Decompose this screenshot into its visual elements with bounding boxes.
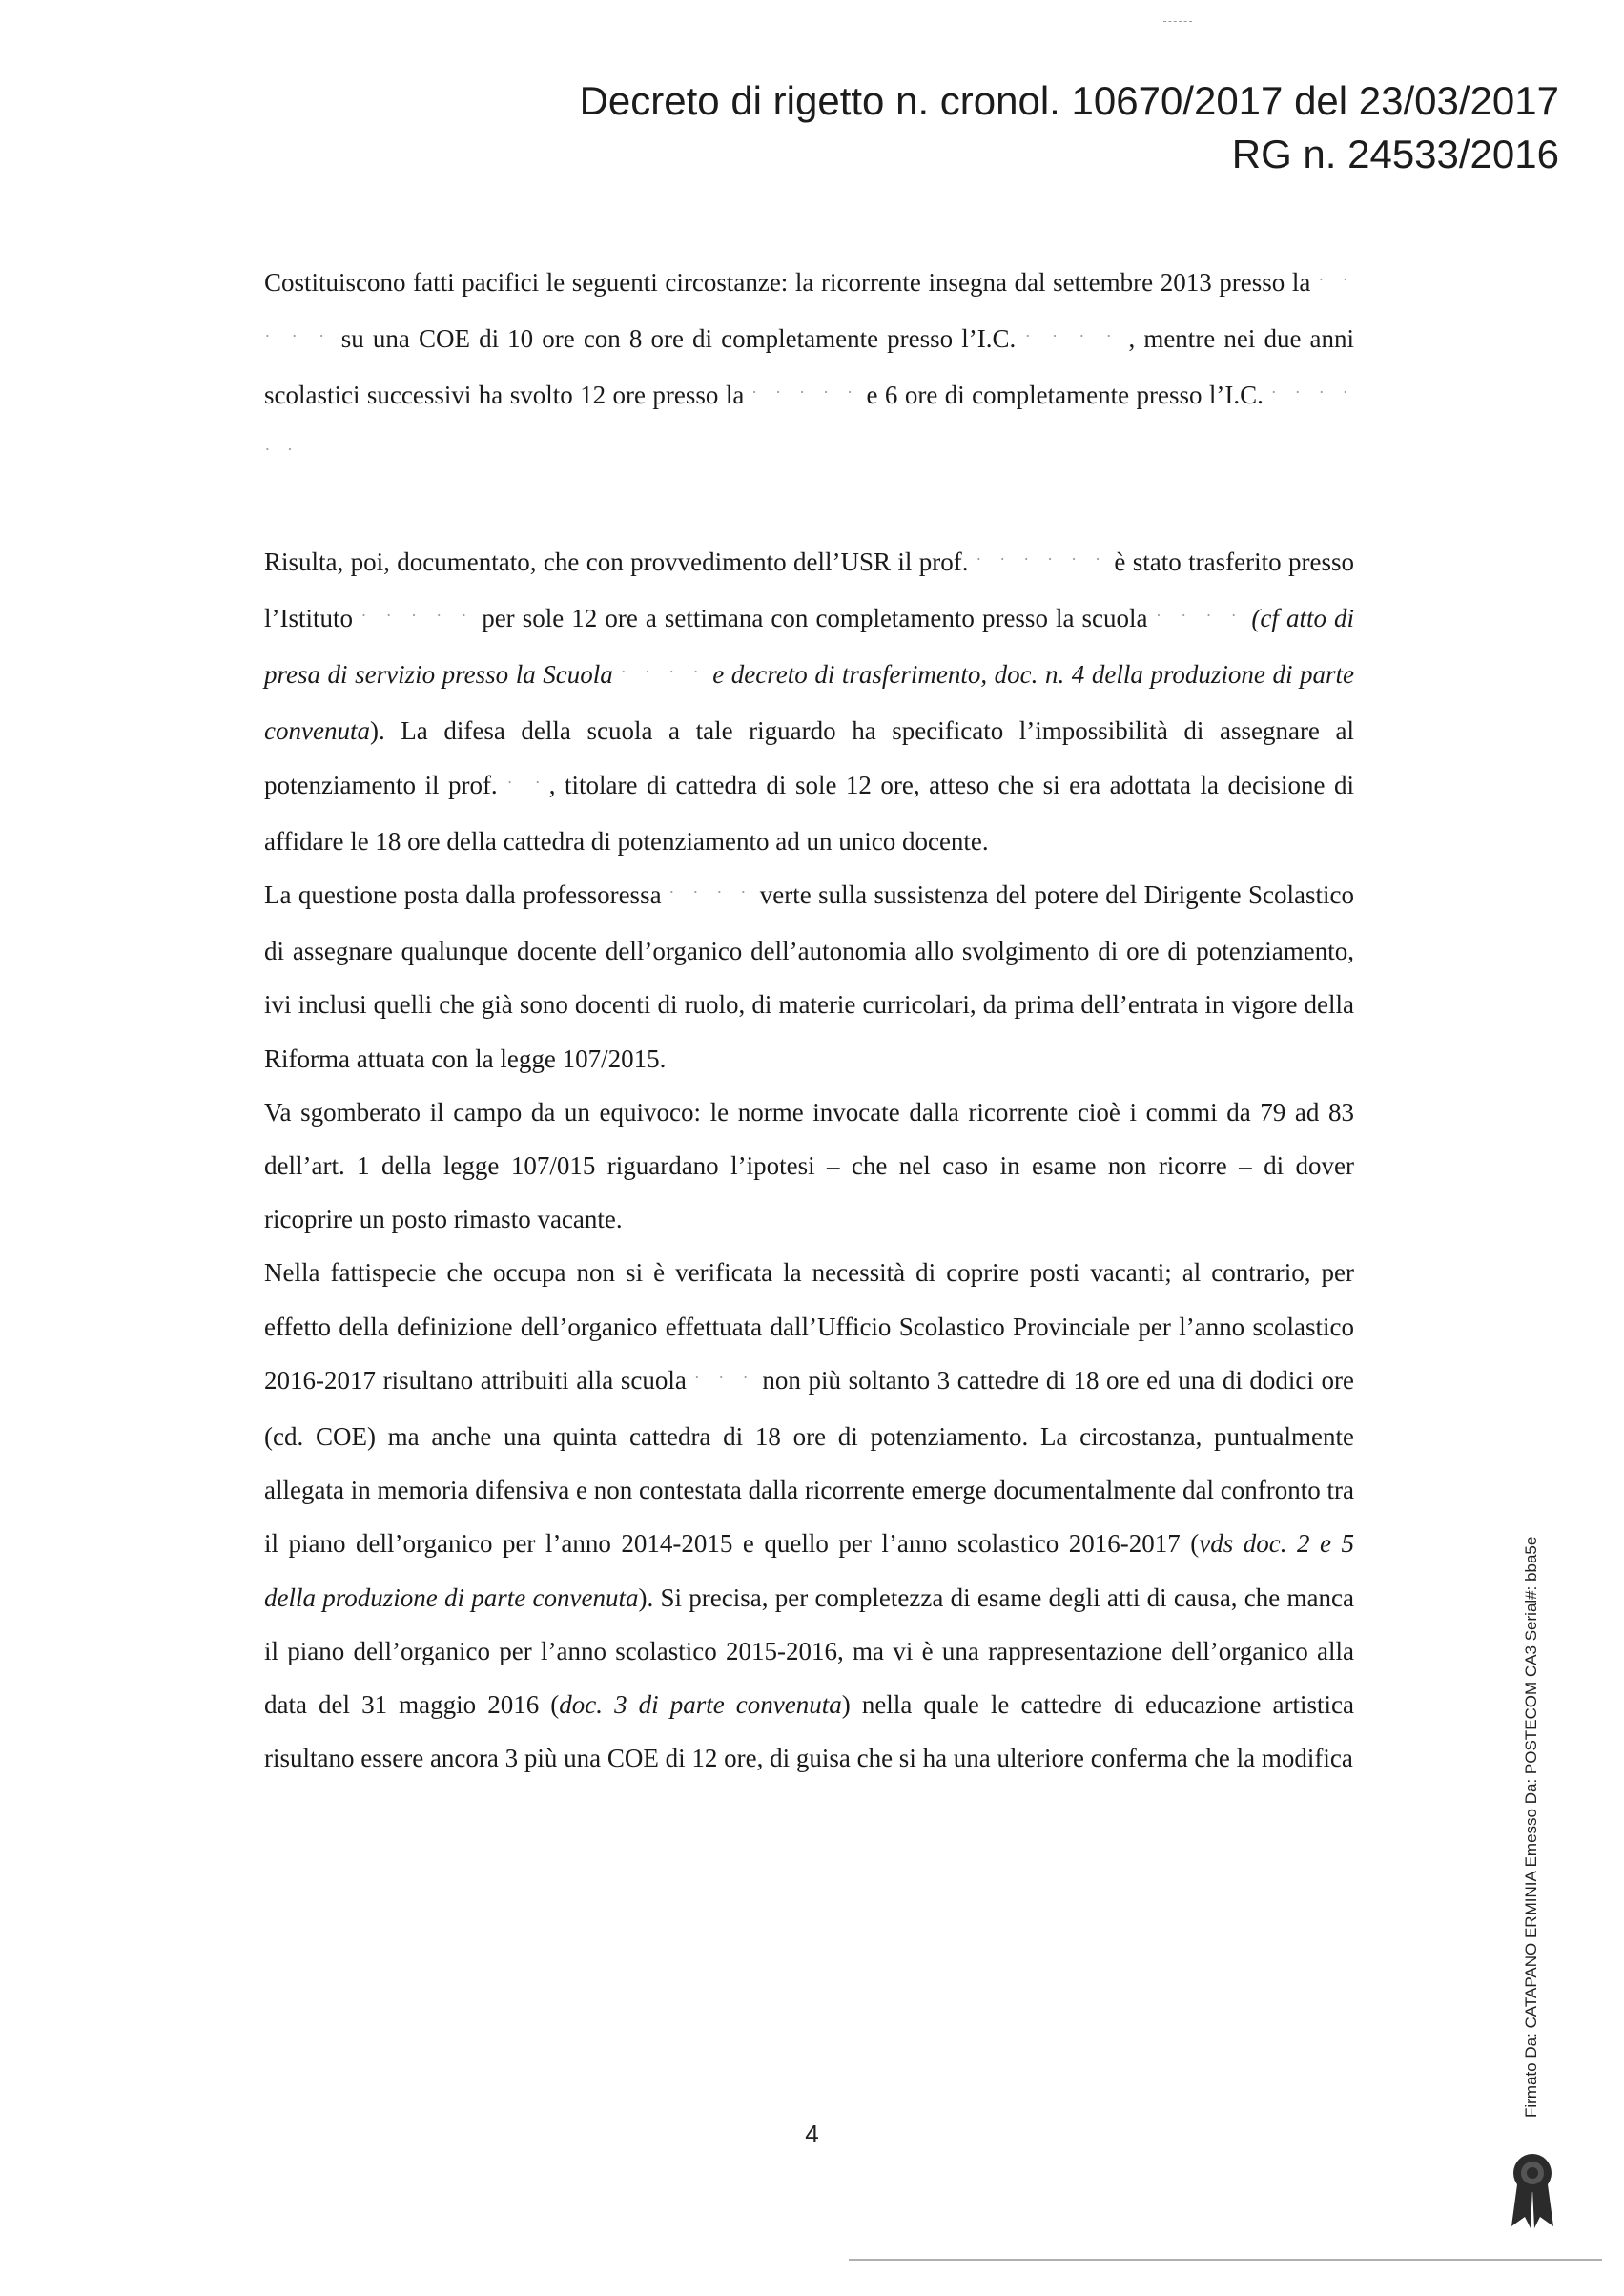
redacted-text: ˙ ˙ ˙ ˙ ˙ [750, 387, 860, 409]
text-segment: Nella fattispecie che occupa non si è verificata la necessità di coprire posti vacanti; al contrario, per effetto della definizione dell’organico effettuata dall’Ufficio Scolastico Provinciale per l’anno scolastico 2016-2017 risultano attribuiti alla scuola [264, 1258, 1354, 1395]
text-segment: Costituiscono fatti pacifici le seguenti circostanze: la ricorrente insegna dal settembre 2013 presso la [264, 268, 1311, 297]
text-segment-italic: doc. 3 di parte convenuta [559, 1690, 842, 1720]
text-segment: è stato trasferito presso l’Istituto [264, 547, 1355, 633]
redacted-text: ˙ ˙ ˙ ˙ [668, 887, 753, 909]
redacted-text: ˙ ˙ ˙ [693, 1372, 755, 1394]
text-segment: Risulta, poi, documentato, che con provvedimento dell’USR il prof. [264, 547, 969, 576]
redacted-text: ˙ ˙ ˙ ˙ ˙ [360, 610, 475, 632]
text-segment: La questione posta dalla professoressa [264, 880, 662, 910]
redacted-text: ˙ ˙ ˙ ˙ [620, 667, 706, 689]
text-segment: ). La difesa della scuola a tale riguardo ha specificato l’impossibilità di assegnare al potenziamento il prof. [264, 716, 1354, 799]
text-segment: su una COE di 10 ore con 8 ore di completamente presso l’I.C. [340, 324, 1017, 354]
divider [849, 2259, 1602, 2261]
text-segment: ) nella quale le cattedre di educazione artistica risultano essere ancora 3 più una COE di 12 ore, di guisa che si ha una ulteriore conferma che la modifica [264, 1690, 1354, 1773]
text-segment: ). Si precisa, per completezza di esame degli atti di causa, che manca il piano dell’organico per l’anno scolastico 2015-2016, ma vi è una rappresentazione dell’organico alla data del 31 maggio 2016 ( [264, 1582, 1354, 1720]
paragraph-3 [264, 868, 1354, 1086]
text-segment: non più soltanto 3 cattedre di 18 ore ed una di dodici ore (cd. COE) ma anche una quinta cattedra di 18 ore di potenziamento. La circostanza, puntualmente allegata in memoria difensiva e non contestata dalla ricorrente emerge documentalmente dal confronto tra il piano dell’organico per l’anno 2014-2015 e quello per l’anno scolastico 2016-2017 ( [264, 1365, 1354, 1559]
paragraph-5 [264, 1246, 1354, 1785]
text-segment-italic: vds doc. 2 e 5 della produzione di parte convenuta [264, 1529, 1354, 1612]
decree-title: Decreto di rigetto n. cronol. 10670/2017 del 23/03/2017 [579, 78, 1559, 123]
text-segment: verte sulla sussistenza del potere del Dirigente Scolastico di assegnare qualunque docente dell’organico dell’autonomia allo svolgimento di ore di potenziamento, ivi inclusi quelli che già sono docenti di ruolo, di materie curricolari, da prima dell’entrata in vigore della Riforma attuata con la legge 107/2015. [264, 880, 1355, 1073]
text-segment-italic: (cf atto di presa di servizio presso la Scuola [264, 604, 1355, 690]
document-header [580, 74, 1559, 181]
paragraph-4: Va sgomberato il campo da un equivoco: le norme invocate dalla ricorrente cioè i commi da 79 ad 83 dell’art. 1 della legge 107/015 riguardano l’ipotesi – che nel caso in esame non ricorre – di dover ricoprire un posto rimasto vacante. [264, 1097, 1354, 1234]
paragraph-2 [264, 535, 1354, 868]
case-number: RG n. 24533/2016 [1231, 132, 1559, 176]
text-segment: , mentre nei due anni scolastici successivi ha svolto 12 ore presso la [264, 324, 1355, 410]
page-number: 4 [805, 2120, 819, 2148]
redacted-text: ˙ ˙ ˙ ˙ ˙ [264, 275, 1354, 353]
digital-signature-text: Firmato Da: CATAPANO ERMINIA Emesso Da: POSTECOM CA3 Serial#: bba5e [1522, 1536, 1540, 2118]
redacted-text: ˙ ˙ ˙ ˙ ˙ ˙ [264, 387, 1355, 465]
paragraph-1 [264, 256, 1354, 482]
redacted-text: ˙ ˙ ˙ ˙ [1024, 331, 1120, 353]
seal-icon [1504, 2150, 1561, 2230]
text-segment: e 6 ore di completamente presso l’I.C. [866, 381, 1264, 410]
scan-artifact [1163, 21, 1192, 26]
document-body [264, 256, 1354, 1785]
text-segment-italic: e decreto di trasferimento, doc. n. 4 della produzione di parte convenuta [264, 660, 1355, 746]
text-segment: , titolare di cattedra di sole 12 ore, atteso che si era adottata la decisione di affidare le 18 ore della cattedra di potenziamento ad un unico docente. [264, 770, 1354, 856]
redacted-text: ˙ ˙ ˙ ˙ ˙ ˙ [975, 553, 1107, 575]
text-segment: per sole 12 ore a settimana con completamento presso la scuola [482, 604, 1148, 633]
redacted-text: ˙ ˙ ˙ ˙ [1155, 610, 1244, 632]
redacted-text: ˙ ˙ [506, 776, 549, 798]
